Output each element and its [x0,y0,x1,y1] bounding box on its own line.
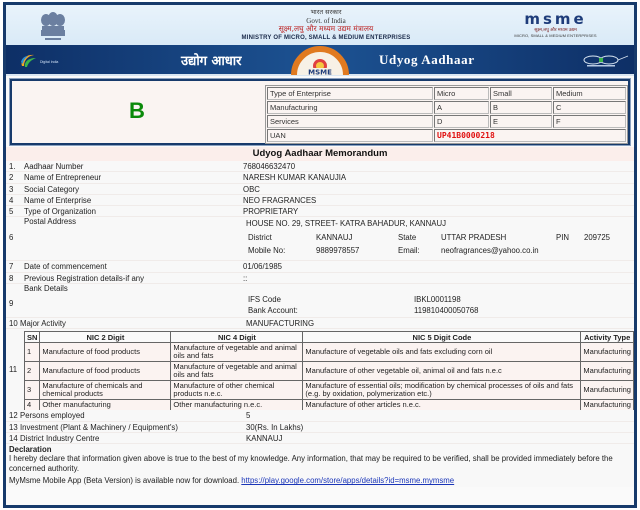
field-value: 5 [246,411,251,421]
cell: F [553,115,626,128]
declaration-section [6,444,634,487]
cell: C [553,101,626,114]
field-number: 5 [9,207,14,217]
msme-logo-text: msme [524,10,587,28]
field-row-entrepreneur [6,172,634,183]
udyog-aadhaar-badge-icon [286,46,354,75]
postal-address-label: Postal Address [24,217,77,227]
header-band [6,45,634,76]
cell: A [434,101,489,114]
state-value: UTTAR PRADESH [441,233,507,243]
enterprise-type-header-row [267,87,626,100]
enterprise-type-row [267,101,626,114]
nic-cell: Manufacturing [581,400,634,411]
udyog-aadhaar-hindi: उद्योग आधार [181,54,242,69]
field-number: 11 [9,365,18,375]
enterprise-type-table [265,85,628,144]
nic-cell: Manufacture of vegetable and animal oils and fats [171,343,303,362]
field-label: District Industry Centre [20,433,100,443]
field-number: 13 [9,422,18,432]
nic-cell: 2 [25,362,40,381]
memorandum-title: Udyog Aadhaar Memorandum [6,147,634,161]
enterprise-category-box [10,79,630,145]
field-number: 2 [9,173,14,183]
pin-value: 209725 [584,233,611,243]
nic-cell: Other manufacturing [40,400,171,411]
digital-india-logo [18,52,78,70]
header-cell: Small [490,87,552,100]
state-label: State [398,233,417,243]
field-number: 7 [9,262,14,272]
header-top [6,5,634,45]
mobile-label: Mobile No: [248,246,286,256]
nic-cell: Manufacture of vegetable oils and fats excluding corn oil [303,343,581,362]
header-cell: Micro [434,87,489,100]
digital-india-label: Digital India [40,60,59,64]
field-label: Name of Enterprise [24,195,92,205]
field-number: 14 [9,433,18,443]
field-value: MANUFACTURING [246,319,315,329]
field-row-organization-type [6,206,634,217]
field-value: 30(Rs. In Lakhs) [246,422,304,432]
nic-cell: Manufacture of other vegetable oil, animal oil and fats n.e.c [303,362,581,381]
nic-cell: Manufacture of essential oils; modification by chemical processes of oils and fats (e.g. by oxidation, polymerization etc.) [303,381,581,400]
field-number: 9 [9,299,14,309]
gov-hindi: भारत सरकार [310,8,342,16]
nic-cell: Manufacturing [581,343,634,362]
cell: B [490,101,552,114]
enterprise-category-letter: B [129,98,145,123]
certificate-frame [3,2,637,508]
nic-cell: Manufacturing [581,381,634,400]
field-row-social-category [6,184,634,195]
nic-cell: Manufacture of other chemical products n.e.c. [171,381,303,400]
field-label: Social Category [24,184,80,194]
cell: Manufacturing [267,101,433,114]
field-value: NEO FRAGRANCES [243,195,317,205]
nic-row [25,381,634,400]
nic-cell: Manufacture of food products [40,343,171,362]
nic-header-cell: NIC 5 Digit Code [303,332,581,343]
nic-cell: Manufacture of food products [40,362,171,381]
bank-details-label: Bank Details [24,284,68,294]
ministry-hindi: सूक्ष्म,लघु और मध्यम उद्यम मंत्रालय [278,24,374,33]
cell: E [490,115,552,128]
nic-cell: Manufacture of chemicals and chemical products [40,381,171,400]
app-download-link[interactable]: https://play.google.com/store/apps/details?id=msme.mymsme [241,476,455,486]
header-cell: Medium [553,87,626,100]
nic-header-cell: Activity Type [581,332,634,343]
field-label: Aadhaar Number [24,162,84,171]
field-row-previous-registration [6,273,634,284]
header-cell: Type of Enterprise [267,87,433,100]
field-number: 12 [9,411,18,421]
nic-section [6,329,634,410]
field-row-major-activity [6,318,634,329]
nic-cell: Manufacturing [581,362,634,381]
ifs-value: IBKL0001198 [414,295,461,305]
nic-header-cell: NIC 2 Digit [40,332,171,343]
msme-sub-english: MICRO, SMALL & MEDIUM ENTERPRISES [514,33,597,38]
nic-row [25,362,634,381]
nic-row [25,400,634,411]
field-value: PROPRIETARY [243,207,299,217]
field-number: 4 [9,195,14,205]
uan-label: UAN [267,129,433,142]
nic-cell: Manufacture of vegetable and animal oils and fats [171,362,303,381]
memorandum-body [6,147,634,487]
bank-account-value: 119810400050768 [414,306,479,316]
declaration-text: I hereby declare that information given above is true to the best of my knowledge. Any information, that may be required to be verified, shall be provided immediately before the concerned authority. [9,454,613,474]
address-line: HOUSE NO. 29, STREET- KATRA BAHADUR, KANNAUJ [246,219,447,229]
ministry-english: MINISTRY OF MICRO, SMALL & MEDIUM ENTERPRISES [241,34,411,41]
mobile-value: 9889978557 [316,246,360,256]
field-label: Name of Entrepreneur [24,173,102,183]
field-value: :: [243,273,248,283]
nic-cell: 1 [25,343,40,362]
field-value: 768046632470 [243,162,296,171]
cell: Services [267,115,433,128]
nic-activity-table [24,331,634,411]
nic-row [25,343,634,362]
field-number: 3 [9,184,14,194]
field-value: 01/06/1985 [243,262,283,272]
bank-details-section [6,284,634,318]
email-value: neofragrances@yahoo.co.in [441,246,539,256]
field-label: Type of Organization [24,207,96,217]
field-label: Persons employed [20,411,85,421]
app-download-text: MyMsme Mobile App (Beta Version) is available now for download. [9,476,240,486]
ashoka-emblem-icon [36,11,70,43]
postal-address-section [6,217,634,261]
field-value: NARESH KUMAR KANAUJIA [243,173,347,183]
svg-text:MSME: MSME [308,68,332,75]
government-heading [201,8,451,42]
nic-cell: Other manufacturing n.e.c. [171,400,303,411]
pin-label: PIN [556,233,569,243]
swachh-bharat-icon [581,53,629,69]
declaration-heading: Declaration [9,445,52,455]
udyog-aadhaar-english: Udyog Aadhaar [379,52,475,67]
field-value: OBC [243,184,260,194]
field-number: 10 [9,319,18,329]
field-row-aadhaar [6,161,634,172]
uan-value: UP41B0000218 [434,129,626,142]
gov-english: Govt. of India [306,16,346,25]
field-number: 1. [9,162,16,171]
digital-india-icon [18,52,40,70]
field-row-enterprise-name [6,195,634,206]
msme-logo [493,12,618,40]
uan-row [267,129,626,142]
email-label: Email: [398,246,420,256]
ifs-label: IFS Code [248,295,281,305]
field-label: Date of commencement [24,262,107,272]
nic-header-cell: NIC 4 Digit [171,332,303,343]
field-label: Investment (Plant & Machinery / Equipment's) [20,422,178,432]
field-value: KANNAUJ [246,433,283,443]
nic-cell: 3 [25,381,40,400]
cell: D [434,115,489,128]
bank-account-label: Bank Account: [248,306,298,316]
nic-cell: 4 [25,400,40,411]
field-number: 8 [9,273,14,283]
enterprise-type-row [267,115,626,128]
field-row-commencement [6,261,634,272]
district-value: KANNAUJ [316,233,353,243]
nic-header-cell: SN [25,332,40,343]
app-download-line [9,476,631,486]
nic-cell: Manufacture of other articles n.e.c. [303,400,581,411]
field-label: Major Activity [20,319,66,329]
nic-header-row [25,332,634,343]
field-number: 6 [9,233,14,243]
field-row-district-industry-centre [6,433,634,444]
field-row-investment [6,422,634,433]
field-row-persons-employed [6,410,634,421]
district-label: District [248,233,272,243]
field-label: Previous Registration details-if any [24,273,145,283]
msme-sub-hindi: सूक्ष्म,लघु और मध्यम उद्यम [534,27,577,32]
